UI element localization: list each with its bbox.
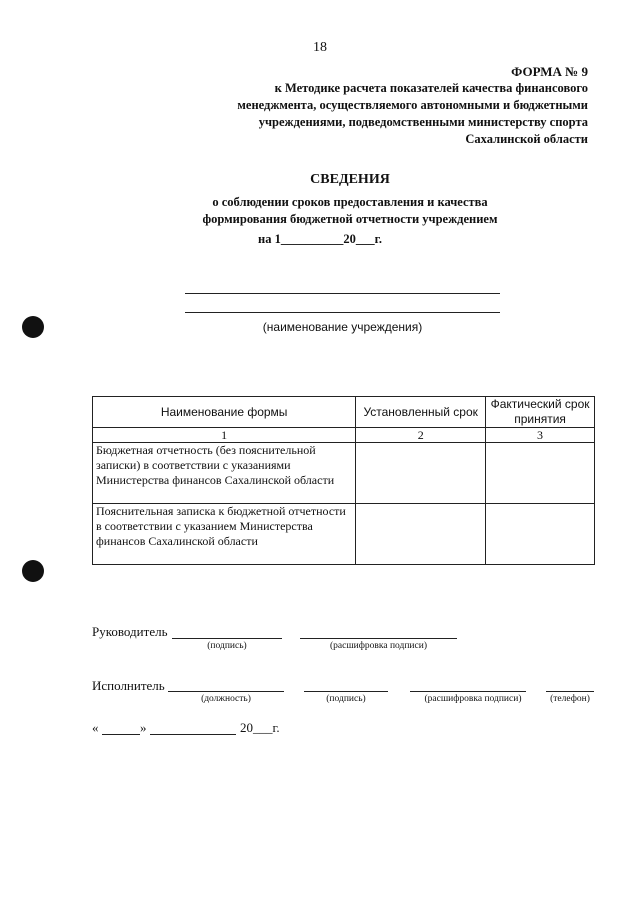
head-label: Руководитель: [92, 624, 168, 639]
table-row: [93, 443, 595, 504]
executor-position-line[interactable]: [168, 691, 284, 692]
form-number: ФОРМА № 9: [511, 64, 588, 79]
table-header-row: [93, 397, 595, 428]
head-signature-caption: (подпись): [207, 641, 247, 651]
head-name-caption: (расшифровка подписи): [330, 641, 427, 651]
date-close-quote: »: [140, 720, 147, 735]
date-month-line[interactable]: [150, 734, 236, 735]
executor-phone-line[interactable]: [546, 691, 594, 692]
executor-name-line[interactable]: [410, 691, 526, 692]
actual-date-cell[interactable]: [486, 443, 595, 504]
form-name-cell: Бюджетная отчетность (без пояснительной записки) в соответствии с указаниями Министерства финансов Сахалинской области: [93, 443, 356, 504]
page-number: 18: [313, 40, 327, 55]
column-header-form-name: Наименование формы: [93, 397, 356, 428]
title-description-line: формирования бюджетной отчетности учреждением: [202, 212, 498, 226]
head-signature-line[interactable]: [172, 638, 282, 639]
column-number: 1: [93, 428, 356, 443]
form-subtitle: [168, 80, 588, 148]
column-header-deadline: Установленный срок: [356, 397, 486, 428]
deadlines-table: [92, 396, 595, 565]
executor-label: Исполнитель: [92, 678, 165, 693]
table-row: [93, 504, 595, 565]
column-number: 3: [486, 428, 595, 443]
punch-hole: [22, 560, 44, 582]
form-subtitle-line: к Методике расчета показателей качества финансового: [274, 81, 588, 95]
form-subtitle-line: Сахалинской области: [465, 132, 588, 146]
punch-hole: [22, 316, 44, 338]
date-open-quote: «: [92, 720, 99, 735]
form-subtitle-line: менеджмента, осуществляемого автономными и бюджетными: [237, 98, 588, 112]
document-title-description: [150, 194, 550, 228]
executor-name-caption: (расшифровка подписи): [424, 694, 522, 704]
executor-signature-line[interactable]: [304, 691, 388, 692]
column-number: 2: [356, 428, 486, 443]
executor-signature-caption: (подпись): [326, 694, 366, 704]
form-name-cell: Пояснительная записка к бюджетной отчетности в соответствии с указанием Министерства финансов Сахалинской области: [93, 504, 356, 565]
title-description-line: о соблюдении сроков предоставления и качества: [212, 195, 488, 209]
deadline-cell[interactable]: [356, 443, 486, 504]
column-header-actual-date: Фактический срок принятия: [486, 397, 595, 428]
institution-caption: (наименование учреждения): [262, 320, 423, 334]
institution-name-line[interactable]: [185, 293, 500, 294]
date-day-line[interactable]: [102, 734, 140, 735]
executor-phone-caption: (телефон): [550, 694, 590, 704]
date-year: 20___г.: [240, 720, 280, 735]
executor-position-caption: (должность): [201, 694, 251, 704]
form-subtitle-line: учреждениями, подведомственными министерству спорта: [258, 115, 588, 129]
actual-date-cell[interactable]: [486, 504, 595, 565]
document-title: СВЕДЕНИЯ: [310, 172, 390, 187]
institution-name-line[interactable]: [185, 312, 500, 313]
table-number-row: [93, 428, 595, 443]
deadline-cell[interactable]: [356, 504, 486, 565]
head-name-line[interactable]: [300, 638, 457, 639]
report-date-line: на 1__________20___г.: [258, 232, 382, 246]
